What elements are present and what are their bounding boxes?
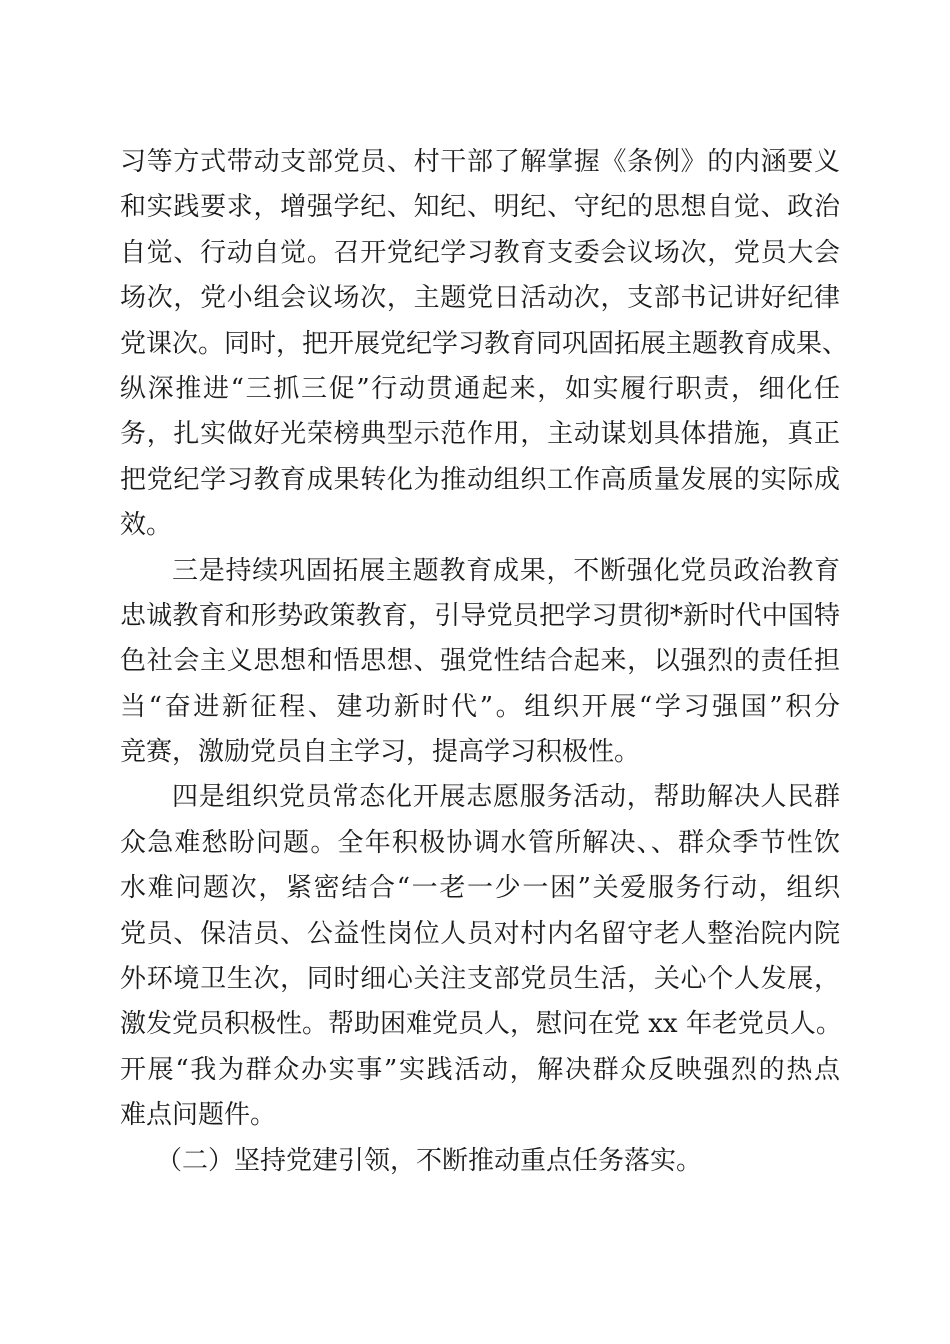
text-line: 习等方式带动支部党员、村干部了解掌握《条例》的内涵要义 [120,147,840,177]
text-line: 场次，党小组会议场次，主题党日活动次，支部书记讲好纪律 [120,283,840,314]
text-line: 党课次。同时，把开展党纪学习教育同巩固拓展主题教育成果、 [120,328,849,359]
text-line: 把党纪学习教育成果转化为推动组织工作高质量发展的实际成 [120,464,840,495]
text-line: 效。 [120,510,173,541]
text-line: 纵深推进“三抓三促”行动贯通起来，如实履行职责，细化任 [120,373,840,404]
text-line: 自觉、行动自觉。召开党纪学习教育支委会议场次，党员大会 [120,237,840,268]
text-line: 党员、保洁员、公益性岗位人员对村内名留守老人整治院内院 [120,918,840,949]
text-line: 众急难愁盼问题。全年积极协调水管所解决、、群众季节性饮 [120,827,840,858]
text-line: 开展“我为群众办实事”实践活动，解决群众反映强烈的热点 [120,1054,840,1085]
text-line: 外环境卫生次，同时细心关注支部党员生活，关心个人发展， [120,964,840,995]
text-line: 色社会主义思想和悟思想、强党性结合起来，以强烈的责任担 [120,646,840,677]
section-heading: （二）坚持党建引领，不断推动重点任务落实。 [156,1145,703,1176]
text-line: 三是持续巩固拓展主题教育成果，不断强化党员政治教育 [172,555,840,586]
text-line: 激发党员积极性。帮助困难党员人，慰问在党 xx 年老党员人。 [120,1009,842,1040]
text-line: 水难问题次，紧密结合“一老一少一困”关爱服务行动，组织 [120,873,840,904]
text-line: 难点问题件。 [120,1100,277,1131]
text-line: 忠诚教育和形势政策教育，引导党员把学习贯彻*新时代中国特 [120,600,840,631]
document-body [120,140,849,1184]
text-line: 务，扎实做好光荣榜典型示范作用，主动谋划具体措施，真正 [120,419,840,450]
text-line: 竞赛，激励党员自主学习，提高学习积极性。 [120,737,641,768]
text-line: 四是组织党员常态化开展志愿服务活动，帮助解决人民群 [172,782,840,813]
text-line: 当“奋进新征程、建功新时代”。组织开展“学习强国”积分 [120,691,840,722]
text-line: 和实践要求，增强学纪、知纪、明纪、守纪的思想自觉、政治 [120,192,840,223]
